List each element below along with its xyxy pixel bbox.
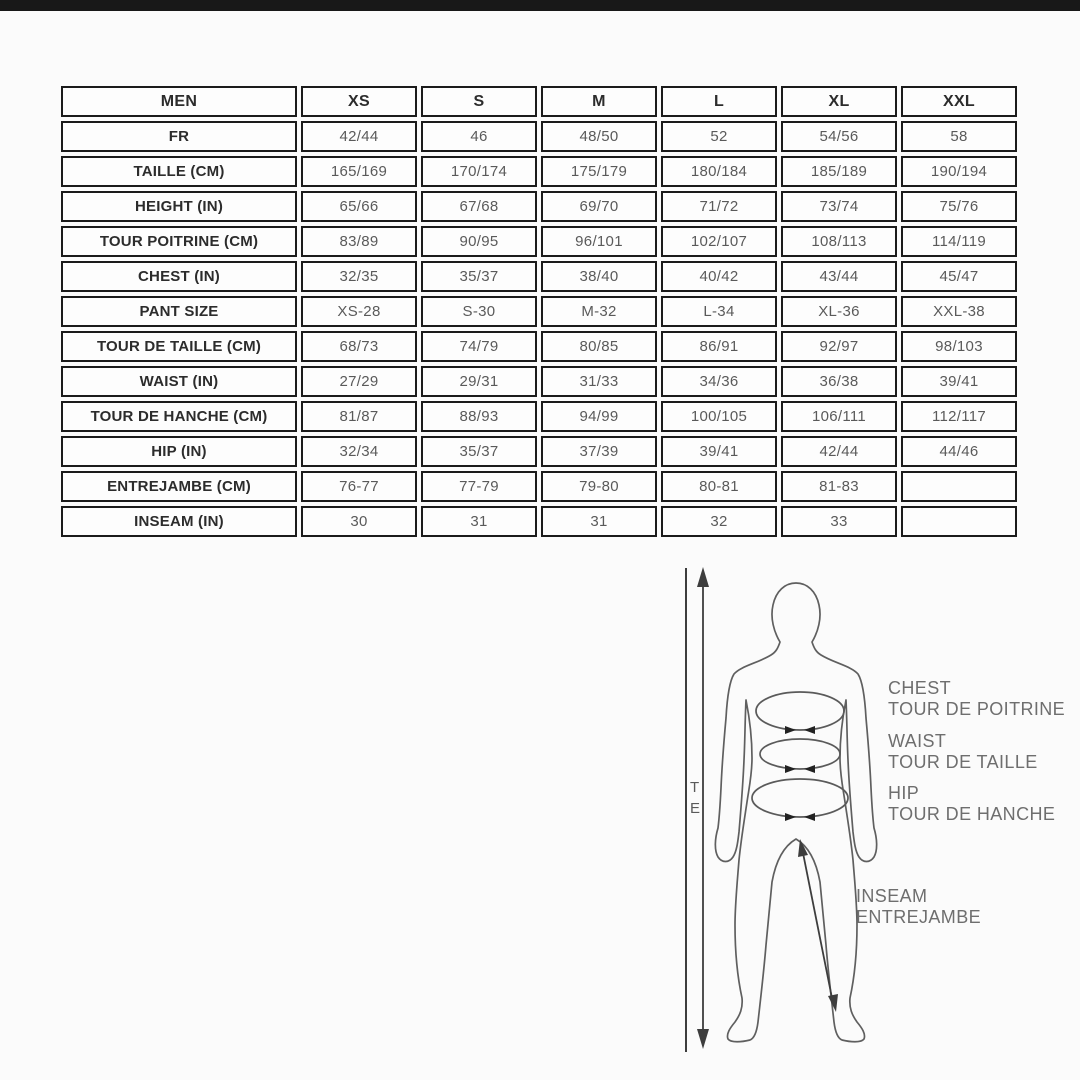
table-row: [61, 401, 1017, 432]
cell-value: 32/35: [301, 261, 417, 292]
cell-value: 75/76: [901, 191, 1017, 222]
table-row: [61, 331, 1017, 362]
cell-value: [901, 506, 1017, 537]
column-header-size: XL: [781, 86, 897, 117]
cell-value: 35/37: [421, 261, 537, 292]
cell-value: 39/41: [661, 436, 777, 467]
cell-value: 185/189: [781, 156, 897, 187]
cell-value: 31: [541, 506, 657, 537]
cell-value: 102/107: [661, 226, 777, 257]
chest-measure-ellipse: [756, 692, 844, 730]
cell-value: 68/73: [301, 331, 417, 362]
cell-value: 34/36: [661, 366, 777, 397]
cell-value: 80-81: [661, 471, 777, 502]
cell-value: 48/50: [541, 121, 657, 152]
cell-value: 92/97: [781, 331, 897, 362]
cell-value: 27/29: [301, 366, 417, 397]
size-chart-table: [57, 82, 1021, 541]
cell-value: 69/70: [541, 191, 657, 222]
row-label: TAILLE (CM): [61, 156, 297, 187]
column-header-size: XXL: [901, 86, 1017, 117]
cell-value: 39/41: [901, 366, 1017, 397]
cell-value: [901, 471, 1017, 502]
cell-value: XXL-38: [901, 296, 1017, 327]
waist-label-fr: TOUR DE TAILLE: [888, 752, 1038, 772]
cell-value: 30: [301, 506, 417, 537]
row-label: PANT SIZE: [61, 296, 297, 327]
row-label: TOUR DE HANCHE (CM): [61, 401, 297, 432]
cell-value: 175/179: [541, 156, 657, 187]
table-row: [61, 226, 1017, 257]
height-label-fragment-bottom: E: [690, 800, 701, 817]
row-label: TOUR DE TAILLE (CM): [61, 331, 297, 362]
cell-value: 112/117: [901, 401, 1017, 432]
cell-value: 71/72: [661, 191, 777, 222]
cell-value: 108/113: [781, 226, 897, 257]
cell-value: 81-83: [781, 471, 897, 502]
row-label: INSEAM (IN): [61, 506, 297, 537]
cell-value: 77-79: [421, 471, 537, 502]
cell-value: 76-77: [301, 471, 417, 502]
cell-value: 83/89: [301, 226, 417, 257]
cell-value: 114/119: [901, 226, 1017, 257]
height-label-fragment-top: T: [690, 779, 700, 796]
cell-value: 180/184: [661, 156, 777, 187]
cell-value: 100/105: [661, 401, 777, 432]
cell-value: 42/44: [301, 121, 417, 152]
cell-value: 170/174: [421, 156, 537, 187]
cell-value: M-32: [541, 296, 657, 327]
cell-value: 94/99: [541, 401, 657, 432]
cell-value: 165/169: [301, 156, 417, 187]
cell-value: 58: [901, 121, 1017, 152]
cell-value: 52: [661, 121, 777, 152]
cell-value: 33: [781, 506, 897, 537]
column-header-size: S: [421, 86, 537, 117]
hip-measure-ellipse: [752, 779, 848, 817]
cell-value: XL-36: [781, 296, 897, 327]
chest-label-fr: TOUR DE POITRINE: [888, 699, 1066, 719]
cell-value: 44/46: [901, 436, 1017, 467]
cell-value: 90/95: [421, 226, 537, 257]
chest-label: [888, 678, 1065, 720]
table-row: [61, 471, 1017, 502]
column-header-size: XS: [301, 86, 417, 117]
cell-value: 190/194: [901, 156, 1017, 187]
row-label: HIP (IN): [61, 436, 297, 467]
table-row: [61, 436, 1017, 467]
cell-value: S-30: [421, 296, 537, 327]
cell-value: 67/68: [421, 191, 537, 222]
cell-value: 73/74: [781, 191, 897, 222]
row-label: FR: [61, 121, 297, 152]
cell-value: 81/87: [301, 401, 417, 432]
cell-value: 31/33: [541, 366, 657, 397]
cell-value: 31: [421, 506, 537, 537]
column-header-size: M: [541, 86, 657, 117]
cell-value: 43/44: [781, 261, 897, 292]
row-label: WAIST (IN): [61, 366, 297, 397]
table-header-row: [61, 86, 1017, 117]
inseam-label: [856, 886, 981, 928]
hip-label-en: HIP: [888, 783, 920, 803]
cell-value: 86/91: [661, 331, 777, 362]
row-label: CHEST (IN): [61, 261, 297, 292]
cell-value: 96/101: [541, 226, 657, 257]
cell-value: 36/38: [781, 366, 897, 397]
inseam-label-en: INSEAM: [856, 886, 928, 906]
cell-value: XS-28: [301, 296, 417, 327]
cell-value: L-34: [661, 296, 777, 327]
body-outline: [715, 583, 876, 1042]
top-bar: [0, 0, 1080, 11]
table-row: [61, 121, 1017, 152]
chest-label-en: CHEST: [888, 678, 952, 698]
cell-value: 74/79: [421, 331, 537, 362]
table-row: [61, 191, 1017, 222]
table-row: [61, 296, 1017, 327]
row-label: HEIGHT (IN): [61, 191, 297, 222]
cell-value: 98/103: [901, 331, 1017, 362]
hip-label-fr: TOUR DE HANCHE: [888, 804, 1056, 824]
cell-value: 40/42: [661, 261, 777, 292]
table-row: [61, 366, 1017, 397]
body-measurement-diagram: [640, 560, 1080, 1080]
waist-label-en: WAIST: [888, 731, 947, 751]
inseam-label-fr: ENTREJAMBE: [856, 907, 982, 927]
inseam-arrow: [798, 839, 838, 1012]
cell-value: 54/56: [781, 121, 897, 152]
table-row: [61, 156, 1017, 187]
row-label: ENTREJAMBE (CM): [61, 471, 297, 502]
cell-value: 42/44: [781, 436, 897, 467]
cell-value: 79-80: [541, 471, 657, 502]
cell-value: 46: [421, 121, 537, 152]
cell-value: 35/37: [421, 436, 537, 467]
cell-value: 80/85: [541, 331, 657, 362]
hip-label: [888, 783, 1055, 825]
cell-value: 38/40: [541, 261, 657, 292]
waist-label: [888, 731, 1038, 773]
row-label: TOUR POITRINE (CM): [61, 226, 297, 257]
column-header-size: L: [661, 86, 777, 117]
cell-value: 37/39: [541, 436, 657, 467]
cell-value: 29/31: [421, 366, 537, 397]
column-header-men: MEN: [61, 86, 297, 117]
table-row: [61, 261, 1017, 292]
cell-value: 65/66: [301, 191, 417, 222]
cell-value: 32: [661, 506, 777, 537]
cell-value: 45/47: [901, 261, 1017, 292]
cell-value: 106/111: [781, 401, 897, 432]
waist-measure-ellipse: [760, 739, 840, 769]
table-row: [61, 506, 1017, 537]
cell-value: 88/93: [421, 401, 537, 432]
cell-value: 32/34: [301, 436, 417, 467]
